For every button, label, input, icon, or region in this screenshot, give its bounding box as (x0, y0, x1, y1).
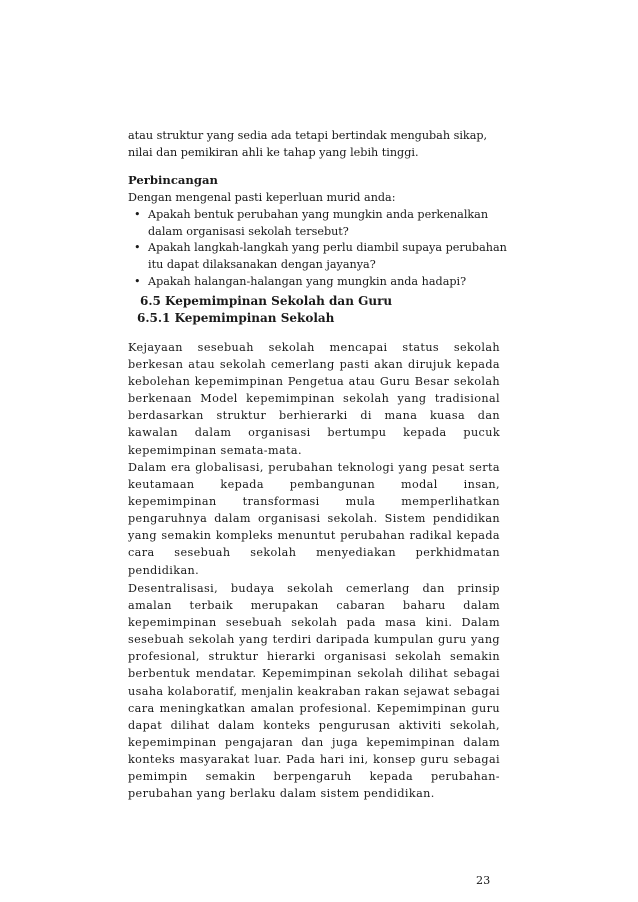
paragraph-line: kebolehan kepemimpinan Pengetua atau Guru Besar sekolah (128, 375, 500, 389)
section-title: 6.5 Kepemimpinan Sekolah dan Guru (140, 294, 393, 308)
paragraph-line: keutamaan kepada pembangunan modal insan, (128, 478, 500, 492)
bullet-line: Apakah langkah-langkah yang perlu diambil supaya perubahan (148, 241, 507, 255)
paragraph-line: yang semakin kompleks menuntut perubahan radikal kepada (128, 529, 500, 543)
paragraph-line: kepemimpinan pengajaran dan juga kepemimpinan dalam (128, 735, 500, 749)
bullet-item (128, 274, 500, 291)
bullet-item (128, 207, 500, 241)
bullet-icon: • (134, 274, 141, 288)
discussion-lead: Dengan mengenal pasti keperluan murid anda: (128, 191, 396, 204)
paragraph-line: berbentuk mendatar. Kepemimpinan sekolah dilihat sebagai (128, 667, 500, 681)
paragraph-line: konteks masyarakat luar. Pada hari ini, konsep guru sebagai (128, 752, 500, 766)
paragraph-line: amalan terbaik merupakan cabaran baharu dalam (128, 599, 500, 613)
paragraph-line: Dalam era globalisasi, perubahan teknologi yang pesat serta (128, 461, 500, 474)
paragraph-line: dapat dilihat dalam konteks pengurusan aktiviti sekolah, (128, 718, 500, 732)
paragraph-line: Desentralisasi, budaya sekolah cemerlang dan prinsip (128, 582, 500, 595)
paragraph-line: kepemimpinan semata-mata. (128, 443, 302, 457)
page-number: 23 (476, 874, 491, 887)
discussion-heading: Perbincangan (128, 173, 218, 187)
paragraph-line: kawalan dalam organisasi bertumpu kepada pucuk (128, 426, 500, 440)
paragraph-line: pendidikan. (128, 563, 200, 577)
intro-line: nilai dan pemikiran ahli ke tahap yang lebih tinggi. (128, 146, 419, 159)
intro-line: atau struktur yang sedia ada tetapi bertindak mengubah sikap, (128, 129, 488, 142)
bullet-icon: • (134, 207, 141, 221)
paragraph-line: berkesan atau sekolah cemerlang pasti akan dirujuk kepada (128, 358, 500, 372)
intro-text (128, 127, 500, 161)
section-subtitle: 6.5.1 Kepemimpinan Sekolah (137, 311, 335, 325)
paragraph (128, 339, 500, 459)
discussion-block (128, 190, 507, 291)
paragraph-line: berdasarkan struktur berhierarki di mana kuasa dan (128, 409, 500, 423)
paragraph-line: usaha kolaboratif, menjalin keakraban rakan sejawat sebagai (128, 684, 500, 698)
paragraph-line: kepemimpinan sesebuah sekolah pada masa kini. Dalam (128, 616, 500, 630)
paragraph-line: Kejayaan sesebuah sekolah mencapai status sekolah (128, 341, 500, 354)
paragraph-line: cara meningkatkan amalan profesional. Kepemimpinan guru (128, 701, 500, 715)
paragraph (128, 459, 500, 579)
bullet-icon: • (134, 241, 141, 255)
paragraph-line: perubahan yang berlaku dalam sistem pendidikan. (128, 787, 435, 801)
paragraph-line: berkenaan Model kepemimpinan sekolah yang tradisional (128, 392, 500, 406)
paragraph-line: kepemimpinan transformasi mula memperlihatkan (128, 495, 500, 509)
paragraph-line: profesional, struktur hierarki organisasi sekolah semakin (128, 650, 500, 664)
paragraph-line: cara sesebuah sekolah menyediakan perkhidmatan (128, 546, 500, 560)
bullet-line: itu dapat dilaksanakan dengan jayanya? (148, 258, 376, 272)
bullet-line: Apakah halangan-halangan yang mungkin anda hadapi? (148, 274, 467, 288)
bullet-line: Apakah bentuk perubahan yang mungkin anda perkenalkan (148, 207, 489, 221)
paragraph (128, 580, 500, 802)
bullet-line: dalam organisasi sekolah tersebut? (148, 224, 349, 238)
bullet-item (128, 240, 507, 274)
paragraph-line: pengaruhnya dalam organisasi sekolah. Sistem pendidikan (128, 512, 500, 526)
paragraph-line: sesebuah sekolah yang terdiri daripada kumpulan guru yang (128, 633, 500, 647)
paragraph-line: pemimpin semakin berpengaruh kepada perubahan- (128, 770, 500, 784)
